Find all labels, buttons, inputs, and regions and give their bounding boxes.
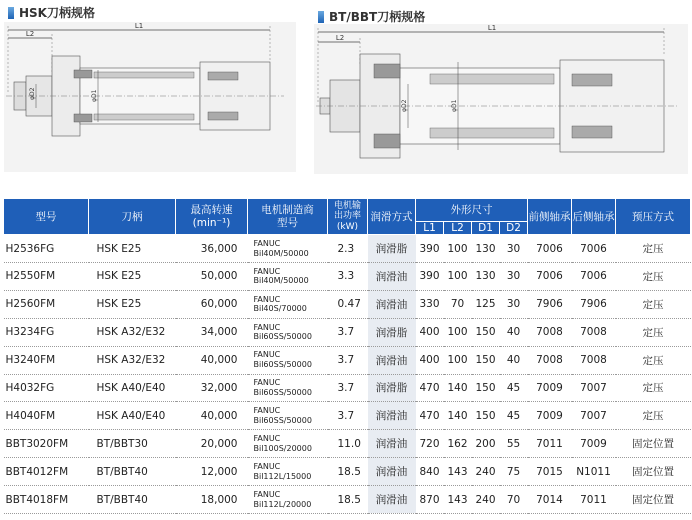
cell-maker <box>248 430 328 458</box>
dim-d2-label: φD2 <box>29 87 36 100</box>
hsk-spindle-drawing <box>4 22 296 172</box>
cell-l1: 470 <box>416 402 444 430</box>
cell-rear: 7906 <box>572 290 616 318</box>
cell-l1: 330 <box>416 290 444 318</box>
cell-l1: 470 <box>416 374 444 402</box>
cell-power: 11.0 <box>328 430 368 458</box>
cell-model: H2550FM <box>4 262 89 290</box>
cell-d2: 45 <box>500 402 528 430</box>
cell-maker <box>248 374 328 402</box>
cell-d2: 55 <box>500 430 528 458</box>
cell-d1: 240 <box>472 458 500 486</box>
bt-spindle-drawing <box>314 24 688 174</box>
table-row <box>4 318 691 346</box>
cell-holder: HSK E25 <box>89 290 176 318</box>
dim-l1-label: L1 <box>487 24 497 32</box>
cell-preload: 定压 <box>616 346 691 374</box>
header-front-bearing: 前侧轴承 <box>528 199 572 235</box>
cell-model: H3234FG <box>4 318 89 346</box>
cell-speed: 50,000 <box>176 262 248 290</box>
cell-holder: HSK E25 <box>89 262 176 290</box>
cell-l2: 70 <box>444 290 472 318</box>
cell-front: 7011 <box>528 430 572 458</box>
cell-front: 7015 <box>528 458 572 486</box>
cell-maker <box>248 262 328 290</box>
cell-maker-brand: FANUC <box>253 294 281 304</box>
cell-maker <box>248 458 328 486</box>
dim-l2-label: L2 <box>25 30 35 38</box>
cell-power: 2.3 <box>328 235 368 263</box>
cell-d2: 40 <box>500 346 528 374</box>
cell-power: 3.7 <box>328 402 368 430</box>
cell-l2: 140 <box>444 402 472 430</box>
cell-holder: BT/BBT40 <box>89 486 176 514</box>
cell-maker-model: Bil60SS/50000 <box>253 415 312 425</box>
cell-holder: HSK A40/E40 <box>89 374 176 402</box>
cell-l2: 162 <box>444 430 472 458</box>
cell-l1: 400 <box>416 318 444 346</box>
header-d1: D1 <box>472 222 500 235</box>
cell-l2: 143 <box>444 458 472 486</box>
cell-holder: HSK A32/E32 <box>89 318 176 346</box>
cell-preload: 定压 <box>616 235 691 263</box>
cell-front: 7008 <box>528 318 572 346</box>
cell-speed: 20,000 <box>176 430 248 458</box>
cell-d2: 70 <box>500 486 528 514</box>
table-row <box>4 235 691 263</box>
cell-holder: HSK A40/E40 <box>89 402 176 430</box>
cell-d1: 125 <box>472 290 500 318</box>
title-marker-icon <box>8 7 14 19</box>
cell-model: H4032FG <box>4 374 89 402</box>
table-row <box>4 402 691 430</box>
cell-front: 7006 <box>528 262 572 290</box>
title-marker-icon <box>318 11 324 23</box>
hsk-section-title: HSK刀柄规格 <box>8 4 95 21</box>
cell-front: 7906 <box>528 290 572 318</box>
table-row <box>4 262 691 290</box>
cell-speed: 32,000 <box>176 374 248 402</box>
cell-rear: N1011 <box>572 458 616 486</box>
cell-model: H2536FG <box>4 235 89 263</box>
cell-d1: 150 <box>472 318 500 346</box>
dim-d2-label: φD2 <box>401 99 408 112</box>
cell-preload: 定压 <box>616 262 691 290</box>
header-model: 型号 <box>4 199 89 235</box>
table-row <box>4 486 691 514</box>
cell-maker <box>248 318 328 346</box>
cell-maker <box>248 235 328 263</box>
cell-rear: 7009 <box>572 430 616 458</box>
cell-l1: 840 <box>416 458 444 486</box>
cell-maker-brand: FANUC <box>253 462 281 472</box>
cell-power: 0.47 <box>328 290 368 318</box>
header-motor-power: 电机输 出功率 (kW) <box>328 199 368 235</box>
cell-d1: 150 <box>472 374 500 402</box>
cell-preload: 定压 <box>616 402 691 430</box>
cell-d1: 150 <box>472 346 500 374</box>
cell-maker <box>248 290 328 318</box>
cell-d2: 40 <box>500 318 528 346</box>
table-row <box>4 374 691 402</box>
cell-d2: 30 <box>500 290 528 318</box>
cell-l2: 143 <box>444 486 472 514</box>
header-dimensions: 外形尺寸 <box>416 199 528 222</box>
cell-holder: BT/BBT30 <box>89 430 176 458</box>
cell-rear: 7007 <box>572 374 616 402</box>
cell-maker-brand: FANUC <box>253 266 281 276</box>
cell-rear: 7008 <box>572 318 616 346</box>
cell-rear: 7006 <box>572 262 616 290</box>
cell-power: 18.5 <box>328 486 368 514</box>
table-row <box>4 346 691 374</box>
cell-power: 3.7 <box>328 346 368 374</box>
cell-lube: 润滑脂 <box>368 374 416 402</box>
table-row <box>4 430 691 458</box>
dim-l2-label: L2 <box>335 34 345 42</box>
cell-d1: 130 <box>472 262 500 290</box>
cell-front: 7014 <box>528 486 572 514</box>
cell-maker-model: Bil60SS/50000 <box>253 360 312 370</box>
cell-d1: 150 <box>472 402 500 430</box>
cell-maker-model: Bil100S/20000 <box>253 443 312 453</box>
cell-maker <box>248 402 328 430</box>
header-d2: D2 <box>500 222 528 235</box>
cell-l2: 100 <box>444 346 472 374</box>
header-max-speed: 最高转速 (min⁻¹) <box>176 199 248 235</box>
cell-speed: 60,000 <box>176 290 248 318</box>
cell-maker-brand: FANUC <box>253 378 281 388</box>
cell-preload: 固定位置 <box>616 486 691 514</box>
cell-maker-model: Bil60SS/50000 <box>253 387 312 397</box>
dim-l1-label: L1 <box>134 22 144 30</box>
cell-lube: 润滑油 <box>368 430 416 458</box>
cell-d1: 130 <box>472 235 500 263</box>
cell-maker-model: Bil60SS/50000 <box>253 332 312 342</box>
cell-model: H2560FM <box>4 290 89 318</box>
cell-d2: 75 <box>500 458 528 486</box>
cell-lube: 润滑油 <box>368 346 416 374</box>
cell-power: 3.7 <box>328 318 368 346</box>
cell-preload: 定压 <box>616 374 691 402</box>
cell-speed: 36,000 <box>176 235 248 263</box>
cell-lube: 润滑脂 <box>368 318 416 346</box>
bt-section-title: BT/BBT刀柄规格 <box>318 8 425 25</box>
cell-maker-brand: FANUC <box>253 489 281 499</box>
cell-speed: 12,000 <box>176 458 248 486</box>
dim-d1-label: φD1 <box>451 99 458 112</box>
cell-maker-model: Bil40S/70000 <box>253 304 307 314</box>
cell-lube: 润滑油 <box>368 290 416 318</box>
cell-rear: 7007 <box>572 402 616 430</box>
cell-maker-model: Bil40M/50000 <box>253 276 309 286</box>
cell-model: BBT4012FM <box>4 458 89 486</box>
cell-model: BBT4018FM <box>4 486 89 514</box>
cell-holder: HSK A32/E32 <box>89 346 176 374</box>
cell-speed: 40,000 <box>176 402 248 430</box>
header-holder: 刀柄 <box>89 199 176 235</box>
cell-maker-model: Bil112L/15000 <box>253 471 312 481</box>
cell-power: 3.7 <box>328 374 368 402</box>
cell-lube: 润滑脂 <box>368 235 416 263</box>
cell-power: 3.3 <box>328 262 368 290</box>
cell-model: BBT3020FM <box>4 430 89 458</box>
cell-l1: 400 <box>416 346 444 374</box>
table-row <box>4 458 691 486</box>
cell-l2: 100 <box>444 262 472 290</box>
cell-speed: 40,000 <box>176 346 248 374</box>
dim-d1-label: φD1 <box>91 89 98 102</box>
cell-d1: 240 <box>472 486 500 514</box>
cell-power: 18.5 <box>328 458 368 486</box>
cell-lube: 润滑油 <box>368 458 416 486</box>
cell-d2: 45 <box>500 374 528 402</box>
cell-l1: 870 <box>416 486 444 514</box>
cell-d1: 200 <box>472 430 500 458</box>
cell-preload: 固定位置 <box>616 430 691 458</box>
cell-maker-brand: FANUC <box>253 434 281 444</box>
cell-l1: 390 <box>416 235 444 263</box>
cell-d2: 30 <box>500 235 528 263</box>
cell-l1: 390 <box>416 262 444 290</box>
cell-l2: 140 <box>444 374 472 402</box>
cell-lube: 润滑油 <box>368 486 416 514</box>
cell-maker-model: Bil112L/20000 <box>253 499 312 509</box>
header-l2: L2 <box>444 222 472 235</box>
cell-rear: 7006 <box>572 235 616 263</box>
cell-front: 7006 <box>528 235 572 263</box>
cell-l2: 100 <box>444 235 472 263</box>
header-lubrication: 润滑方式 <box>368 199 416 235</box>
table-row <box>4 290 691 318</box>
cell-front: 7009 <box>528 374 572 402</box>
header-rear-bearing: 后侧轴承 <box>572 199 616 235</box>
cell-maker <box>248 346 328 374</box>
cell-preload: 定压 <box>616 318 691 346</box>
cell-front: 7009 <box>528 402 572 430</box>
cell-maker-brand: FANUC <box>253 238 281 248</box>
cell-maker-brand: FANUC <box>253 406 281 416</box>
header-l1: L1 <box>416 222 444 235</box>
spec-table <box>3 198 691 514</box>
cell-lube: 润滑油 <box>368 262 416 290</box>
cell-d2: 30 <box>500 262 528 290</box>
cell-maker-model: Bil40M/50000 <box>253 248 309 258</box>
cell-lube: 润滑油 <box>368 402 416 430</box>
cell-front: 7008 <box>528 346 572 374</box>
cell-rear: 7011 <box>572 486 616 514</box>
cell-holder: HSK E25 <box>89 235 176 263</box>
cell-maker <box>248 486 328 514</box>
cell-model: H3240FM <box>4 346 89 374</box>
cell-maker-brand: FANUC <box>253 350 281 360</box>
cell-preload: 定压 <box>616 290 691 318</box>
cell-l1: 720 <box>416 430 444 458</box>
cell-preload: 固定位置 <box>616 458 691 486</box>
cell-speed: 34,000 <box>176 318 248 346</box>
header-motor-maker: 电机制造商 型号 <box>248 199 328 235</box>
cell-model: H4040FM <box>4 402 89 430</box>
cell-holder: BT/BBT40 <box>89 458 176 486</box>
cell-speed: 18,000 <box>176 486 248 514</box>
cell-maker-brand: FANUC <box>253 322 281 332</box>
cell-l2: 100 <box>444 318 472 346</box>
cell-rear: 7008 <box>572 346 616 374</box>
header-preload: 预压方式 <box>616 199 691 235</box>
